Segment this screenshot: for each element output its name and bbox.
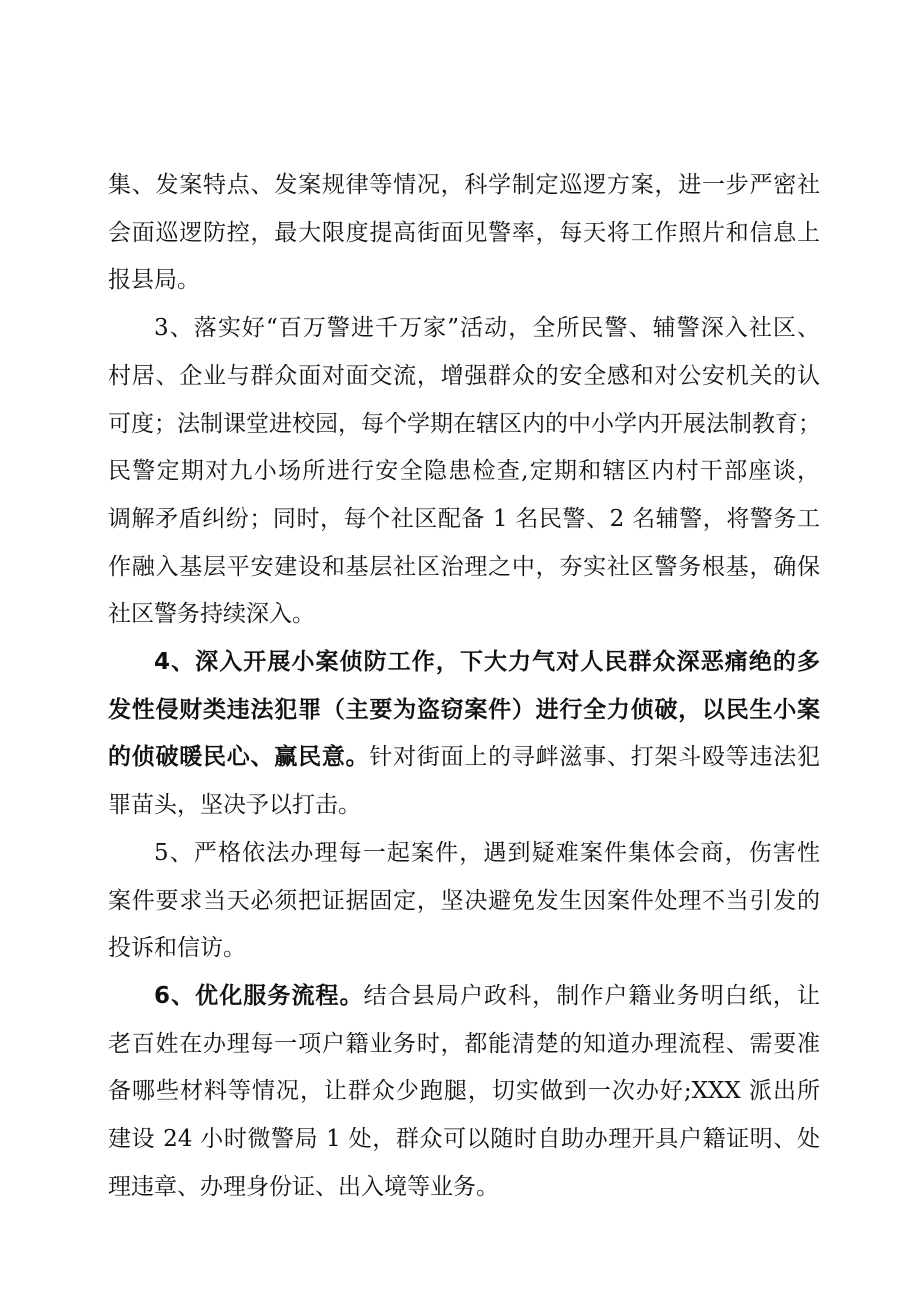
- paragraph-item-4: [108, 639, 820, 830]
- paragraph-item-5: [108, 830, 820, 973]
- paragraph-item-3: [108, 305, 820, 639]
- text-line: 备哪些材料等情况，让群众少跑腿，切实做到一次办好;XXX 派出所: [108, 1078, 820, 1105]
- text-line: 建设 24 小时微警局 1 处，群众可以随时自助办理开具户籍证明、处: [108, 1126, 820, 1153]
- bold-phrase: 的侦破暖民心、赢民意。: [108, 744, 370, 771]
- text-line: 3、落实好“百万警进千万家”活动，全所民警、辅警深入社区、: [154, 315, 820, 342]
- normal-phrase: 针对街面上的寻衅滋事、打架斗殴等违法犯: [369, 744, 821, 771]
- text-line: 罪苗头，坚决予以打击。: [108, 792, 361, 819]
- text-line: 老百姓在办理每一项户籍业务时，都能清楚的知道办理流程、需要准: [108, 1030, 820, 1057]
- text-line: 社区警务持续深入。: [108, 601, 315, 628]
- paragraph-patrol-continuation: [108, 162, 820, 305]
- text-line: 会面巡逻防控，最大限度提高街面见警率，每天将工作照片和信息上: [108, 219, 820, 246]
- mixed-text-line: [108, 734, 820, 782]
- bold-phrase: 6、优化服务流程。: [154, 982, 364, 1009]
- text-line: 投诉和信访。: [108, 935, 246, 962]
- text-line: 作融入基层平安建设和基层社区治理之中，夯实社区警务根基，确保: [108, 553, 820, 580]
- bold-text-line: 4、深入开展小案侦防工作，下大力气对人民群众深恶痛绝的多: [154, 649, 820, 676]
- text-line: 集、发案特点、发案规律等情况，科学制定巡逻方案，进一步严密社: [108, 172, 820, 198]
- text-line: 5、严格依法办理每一起案件，遇到疑难案件集体会商，伤害性: [154, 839, 820, 866]
- bold-text-line: 发性侵财类违法犯罪（主要为盗窃案件）进行全力侦破，以民生小案: [108, 696, 820, 723]
- normal-phrase: 结合县局户政科，制作户籍业务明白纸，让: [363, 982, 820, 1009]
- paragraph-item-6: [108, 973, 820, 1212]
- text-line: 理违章、办理身份证、出入境等业务。: [108, 1173, 499, 1200]
- mixed-text-line: [108, 973, 820, 1021]
- text-line: 案件要求当天必须把证据固定，坚决避免发生因案件处理不当引发的: [108, 887, 820, 914]
- text-line: 村居、企业与群众面对面交流，增强群众的安全感和对公安机关的认: [108, 362, 820, 389]
- text-line: 调解矛盾纠纷；同时，每个社区配备 1 名民警、2 名辅警，将警务工: [108, 505, 820, 532]
- document-body: [108, 162, 820, 1211]
- text-line: 可度；法制课堂进校园，每个学期在辖区内的中小学内开展法制教育；: [108, 410, 821, 437]
- text-line: 报县局。: [108, 267, 200, 294]
- text-line: 民警定期对九小场所进行安全隐患检查,定期和辖区内村干部座谈，: [108, 458, 820, 485]
